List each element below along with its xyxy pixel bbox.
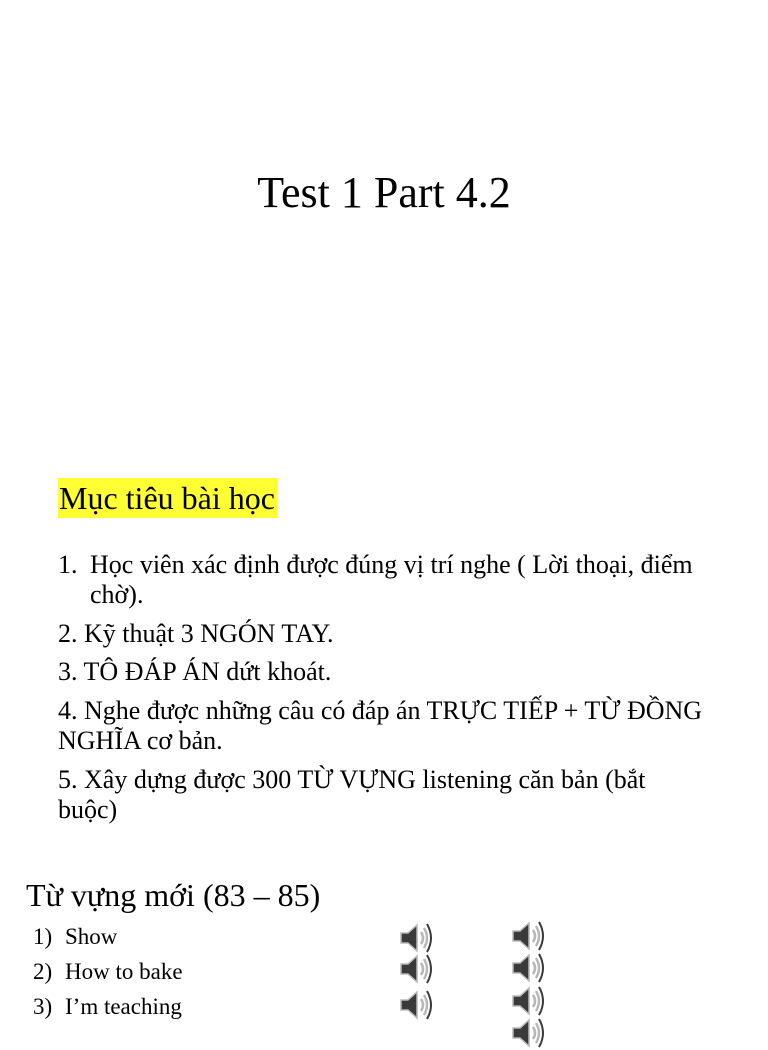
speaker-sound-icon[interactable] <box>399 988 433 1022</box>
speaker-sound-icon[interactable] <box>511 919 545 953</box>
vocab-word: I’m teaching <box>65 994 182 1019</box>
objective-item-2: 2. Kỹ thuật 3 NGÓN TAY. <box>58 619 334 648</box>
vocab-item-2 <box>33 957 183 987</box>
vocab-word: Show <box>65 924 118 949</box>
speaker-sound-icon[interactable] <box>511 1016 545 1050</box>
vocab-number: 3) <box>33 994 53 1019</box>
objective-item-4: 4. Nghe được những câu có đáp án TRỰC TIẾP + TỪ ĐỒNG NGHĨA cơ bản. <box>58 696 703 755</box>
speaker-sound-icon[interactable] <box>511 951 545 985</box>
vocab-item-1 <box>33 922 117 952</box>
objectives-heading: Mục tiêu bài học <box>59 480 275 516</box>
vocab-number: 1) <box>33 924 53 949</box>
objective-item-3: 3. TÔ ĐÁP ÁN dứt khoát. <box>58 657 332 686</box>
speaker-sound-icon[interactable] <box>399 921 433 955</box>
objective-item-1 <box>58 550 708 610</box>
vocab-item-3 <box>33 992 182 1022</box>
speaker-sound-icon[interactable] <box>511 984 545 1018</box>
objective-number: 1. <box>58 550 78 579</box>
speaker-sound-icon[interactable] <box>399 952 433 986</box>
vocabulary-heading: Từ vựng mới (83 – 85) <box>26 877 321 913</box>
vocab-word: How to bake <box>65 959 183 984</box>
objective-item-5: 5. Xây dựng được 300 TỪ VỰNG listening căn bản (bắt buộc) <box>58 765 646 824</box>
vocab-number: 2) <box>33 959 53 984</box>
slide-title: Test 1 Part 4.2 <box>257 168 511 217</box>
objective-text: Học viên xác định được đúng vị trí nghe ( Lời thoại, điểm chờ). <box>90 550 693 609</box>
